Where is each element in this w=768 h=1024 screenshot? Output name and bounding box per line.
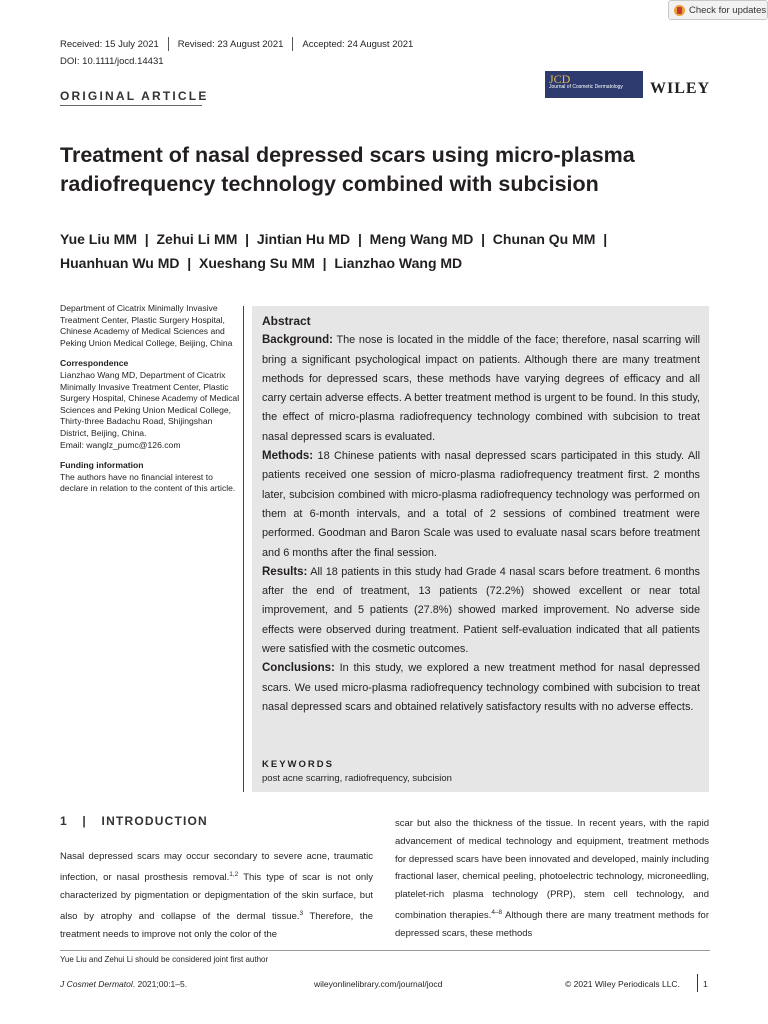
keywords-list: post acne scarring, radiofrequency, subcision xyxy=(262,773,452,784)
authors-line: Yue Liu MM | Zehui Li MM | Jintian Hu MD | Meng Wang MD | Chunan Qu MM | xyxy=(60,231,608,247)
publisher-logo: WILEY xyxy=(650,80,711,97)
journal-logo-abbr: JCD xyxy=(549,72,571,86)
footnote-divider xyxy=(60,950,710,951)
article-sidebar xyxy=(60,303,240,495)
journal-logo xyxy=(545,71,643,98)
email[interactable]: Email: wanglz_pumc@126.com xyxy=(60,439,181,450)
results-label: Results: xyxy=(262,565,308,578)
copyright: © 2021 Wiley Periodicals LLC. xyxy=(565,979,680,989)
abstract-results xyxy=(262,563,700,659)
article-type: ORIGINAL ARTICLE xyxy=(60,89,209,103)
article-type-underline xyxy=(60,105,202,106)
abstract-heading: Abstract xyxy=(262,314,311,328)
citation-ref[interactable]: 4–8 xyxy=(491,908,503,916)
abstract-background xyxy=(262,331,700,447)
paragraph xyxy=(60,848,373,943)
correspondence-heading: Correspondence xyxy=(60,358,129,369)
section-heading xyxy=(60,814,208,828)
doi[interactable]: DOI: 10.1111/jocd.14431 xyxy=(60,56,164,67)
footnote: Yue Liu and Zehui Li should be considered joint first author xyxy=(60,955,269,964)
revised-date: Revised: 23 August 2021 xyxy=(177,38,284,50)
affiliation: Department of Cicatrix Minimally Invasive Treatment Center, Plastic Surgery Hospital, Chinese Academy of Medical Sciences and Peking Union Medical College, Beijing, China xyxy=(60,303,233,348)
citation-journal: J Cosmet Dermatol xyxy=(60,979,133,989)
intro-column-right xyxy=(395,815,709,943)
background-text: The nose is located in the middle of the face; therefore, nasal scarring will bring a significant psychological impact on patients. Although there are many treatment methods for depressed scars, these methods have varying degrees of efficacy and all carry certain adverse effects. A better treatment method is urgent to be found. In this study, the effect of micro-plasma radiofrequency technology combined with subcision to treat nasal depressed scars is evaluated. xyxy=(262,334,700,443)
received-date: Received: 15 July 2021 xyxy=(60,38,159,50)
section-title: INTRODUCTION xyxy=(101,814,208,828)
intro-column-left xyxy=(60,848,373,943)
funding-text: The authors have no financial interest to declare in relation to the content of this article. xyxy=(60,471,236,494)
article-title: Treatment of nasal depressed scars using micro-plasma radiofrequency technology combined with subcision xyxy=(60,143,635,196)
journal-logo-name: Journal of Cosmetic Dermatology xyxy=(549,84,623,90)
article-dates xyxy=(60,37,413,51)
check-for-updates-button[interactable] xyxy=(668,0,768,20)
divider xyxy=(168,37,169,51)
authors-line: Huanhuan Wu MD | Xueshang Su MM | Lianzhao Wang MD xyxy=(60,255,463,271)
citation xyxy=(60,979,187,989)
intro-text: Although there are many treatment methods for depressed scars, these methods xyxy=(395,910,709,939)
check-updates-icon xyxy=(674,5,685,16)
author-list xyxy=(60,227,720,275)
abstract-conclusions xyxy=(262,659,700,717)
intro-text: scar but also the thickness of the tissue. In recent years, with the rapid advancement of medical technology and equipment, treatment methods for depressed scars have been innovated and developed, mainly including fractional laser, chemical peeling, photoelectric technology, microneedling, platelet-rich plasma technology (PRP), stem cell technology, and combination therapies. xyxy=(395,818,709,922)
journal-url[interactable]: wileyonlinelibrary.com/journal/jocd xyxy=(314,979,443,989)
methods-label: Methods: xyxy=(262,450,314,463)
keywords-heading: KEYWORDS xyxy=(262,759,334,770)
correspondence: Lianzhao Wang MD, Department of Cicatrix Minimally Invasive Treatment Center, Plastic Surgery Hospital, Chinese Academy of Medical Sciences and Peking Union Medical College, Thirty-three Badachu Road, Shijingshan District, Beijing, China. xyxy=(60,369,240,438)
results-text: All 18 patients in this study had Grade 4 nasal scars before treatment. 6 months after the end of treatment, 13 patients (72.2%) showed excellent or near total improvement, and 5 patients (27.8%) showed marked improvement. No adverse side effects were observed during treatment. Patient self-evaluation indicated that all patients were satisfied with the cosmetic outcomes. xyxy=(262,565,700,656)
page-number: 1 xyxy=(703,979,708,989)
conclusions-label: Conclusions: xyxy=(262,662,335,675)
intro-text: Nasal depressed scars may occur secondary to severe acne, traumatic infection, or nasal prosthesis removal. xyxy=(60,851,373,883)
abstract xyxy=(262,312,700,717)
sidebar-divider xyxy=(243,306,244,792)
abstract-methods xyxy=(262,447,700,563)
accepted-date: Accepted: 24 August 2021 xyxy=(302,38,414,50)
section-separator: | xyxy=(82,814,87,828)
citation-details: . 2021;00:1–5. xyxy=(132,979,188,989)
section-number: 1 xyxy=(60,814,68,828)
citation-ref[interactable]: 3 xyxy=(299,909,304,917)
paragraph xyxy=(395,815,709,943)
methods-text: 18 Chinese patients with nasal depressed scars participated in this study. All patients received one session of micro-plasma radiofrequency treatment first. 2 months later, subcision combined with micro-plasma radiofrequency technology was performed on them at 6-month intervals, and a total of 2 sessions of combined treatment were performed. Goodman and Baron Scale was used to evaluate nasal scars before treatment and 6 months after the final session. xyxy=(262,450,700,559)
check-for-updates-label: Check for updates xyxy=(689,4,767,16)
footer-divider xyxy=(697,974,698,992)
intro-text: This type of scar is not only characterized by pigmentation or depigmentation of the skin surface, but also by atrophy and collapse of the dermal tissue. xyxy=(60,871,373,922)
intro-text: Therefore, the treatment needs to improve not only the color of the xyxy=(60,910,374,940)
background-label: Background: xyxy=(262,334,333,347)
citation-ref[interactable]: 1,2 xyxy=(229,870,239,878)
divider xyxy=(292,37,293,51)
funding-heading: Funding information xyxy=(60,460,144,471)
conclusions-text: In this study, we explored a new treatment method for nasal depressed scars. We used micro-plasma radiofrequency technology combined with subcision to treat nasal depressed scars and obtained relatively satisfactory results with no adverse effects. xyxy=(262,662,700,713)
